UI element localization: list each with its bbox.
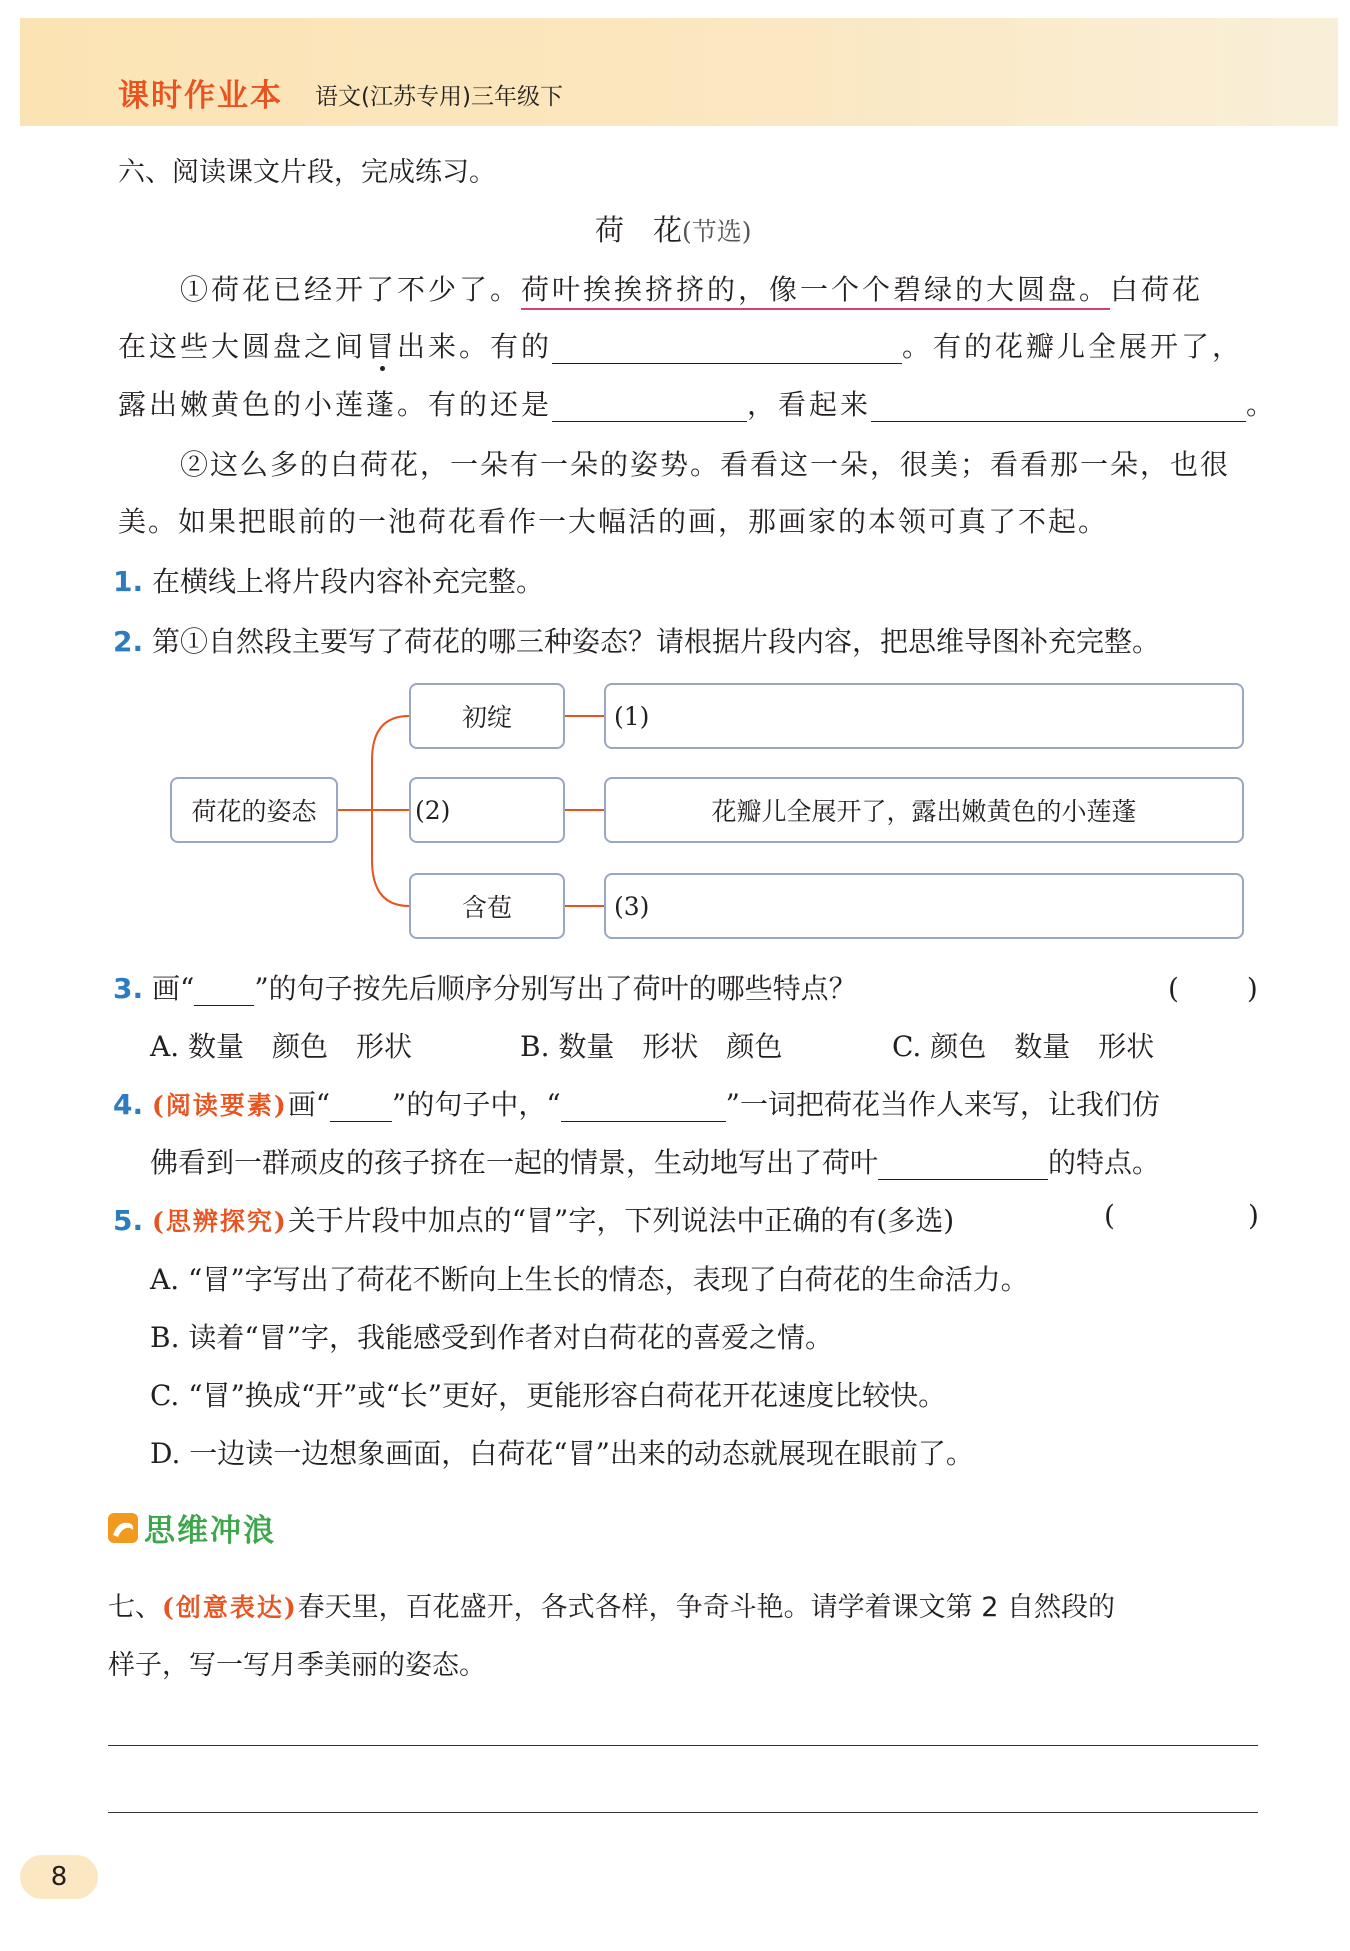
q3-option-b[interactable]: B. 数量 形状 颜色 xyxy=(520,1030,783,1063)
q5-option-a[interactable]: A. “冒”字写出了荷花不断向上生长的情态，表现了白荷花的生命活力。 xyxy=(150,1263,1029,1296)
para1-line3-b: ，看起来 xyxy=(747,388,872,421)
q3-text-a: 画“ xyxy=(152,972,195,1005)
mindmap-branch-1: 初绽 xyxy=(409,683,565,749)
q4-line2-a: 佛看到一群顽皮的孩子挤在一起的情景，生动地写出了荷叶 xyxy=(150,1146,879,1179)
q5-tag: (思辨探究) xyxy=(152,1207,288,1236)
q5-option-b[interactable]: B. 读着“冒”字，我能感受到作者对白荷花的喜爱之情。 xyxy=(150,1321,834,1354)
question-3 xyxy=(113,967,857,1007)
q1-number: 1. xyxy=(113,565,144,598)
q4-blank-feature[interactable] xyxy=(878,1146,1048,1180)
q5-paren-open[interactable]: ( xyxy=(1104,1199,1115,1232)
q3-text-b: ”的句子按先后顺序分别写出了荷叶的哪些特点？ xyxy=(254,972,857,1005)
wave-icon-glyph xyxy=(108,1513,138,1543)
q4-line2-b: 的特点。 xyxy=(1048,1146,1161,1179)
para1-line2-b: 出来。有的 xyxy=(397,330,553,363)
para1-line3-c: 。 xyxy=(1246,388,1278,421)
q4-tag: (阅读要素) xyxy=(152,1091,288,1120)
para1-line1-a: ①荷花已经开了不少了。 xyxy=(180,273,522,306)
q5-option-d[interactable]: D. 一边读一边想象画面，白荷花“冒”出来的动态就展现在眼前了。 xyxy=(150,1437,974,1470)
wave-icon xyxy=(108,1513,138,1543)
section-7-tag: (创意表达) xyxy=(162,1593,298,1622)
q3-number: 3. xyxy=(113,972,144,1005)
section-head xyxy=(108,1505,276,1550)
q3-answer-paren[interactable]: ( ) xyxy=(1168,972,1262,1005)
section-7-text-1: 春天里，百花盛开，各式各样，争奇斗艳。请学着课文第 2 自然段的 xyxy=(297,1592,1116,1623)
q4-text-a: 画“ xyxy=(287,1088,331,1121)
passage-title-note: (节选) xyxy=(682,217,752,246)
para1-line3-a: 露出嫩黄色的小莲蓬。有的还是 xyxy=(118,388,553,421)
q5-text: 关于片段中加点的“冒”字，下列说法中正确的有(多选) xyxy=(287,1204,955,1237)
q2-text: 第①自然段主要写了荷花的哪三种姿态？请根据片段内容，把思维导图补充完整。 xyxy=(152,625,1161,658)
book-subtitle: 语文(江苏专用)三年级下 xyxy=(315,84,563,110)
section-head-title: 思维冲浪 xyxy=(144,1513,276,1549)
section-7-prefix: 七、 xyxy=(108,1592,162,1623)
writing-line-1[interactable] xyxy=(108,1745,1258,1746)
section-7-line2: 样子，写一写月季美丽的姿态。 xyxy=(108,1650,486,1681)
book-title: 课时作业本 xyxy=(118,78,283,114)
question-5 xyxy=(113,1199,954,1239)
q5-option-c[interactable]: C. “冒”换成“开”或“长”更好，更能形容白荷花开花速度比较快。 xyxy=(150,1379,947,1412)
mindmap-root: 荷花的姿态 xyxy=(170,777,338,843)
para1-line1-c: 白荷花 xyxy=(1110,273,1204,306)
q3-option-c[interactable]: C. 颜色 数量 形状 xyxy=(892,1030,1155,1063)
q5-paren-close: ) xyxy=(1248,1199,1259,1232)
q3-underline-sample xyxy=(194,972,254,1006)
dotted-char-text: 冒 xyxy=(366,330,398,363)
section-6-title: 六、阅读课文片段，完成练习。 xyxy=(118,157,496,188)
mindmap-branch-3: 含苞 xyxy=(409,873,565,939)
q2-number: 2. xyxy=(113,625,144,658)
writing-line-2[interactable] xyxy=(108,1812,1258,1813)
page-number: 8 xyxy=(20,1855,98,1899)
q4-line2 xyxy=(150,1141,1160,1181)
q5-number: 5. xyxy=(113,1204,144,1237)
para1-line2-c: 。有的花瓣儿全展开了， xyxy=(902,330,1244,363)
q4-blank-word[interactable] xyxy=(561,1088,726,1122)
para1-line2-a: 在这些大圆盘之间 xyxy=(118,330,367,363)
q4-number: 4. xyxy=(113,1088,144,1121)
q4-underline-sample xyxy=(330,1088,392,1122)
q1-text: 在横线上将片段内容补充完整。 xyxy=(152,565,545,598)
q3-option-a[interactable]: A. 数量 颜色 形状 xyxy=(150,1030,413,1063)
section-7-line1 xyxy=(108,1585,1115,1624)
q4-text-c: ”一词把荷花当作人来写，让我们仿 xyxy=(725,1088,1160,1121)
passage-title-text: 荷 花 xyxy=(595,213,683,247)
mindmap-answer-2[interactable]: (2) xyxy=(409,777,565,843)
mindmap-branch-2-detail: 花瓣儿全展开了，露出嫩黄色的小莲蓬 xyxy=(604,777,1244,843)
para2-line2: 美。如果把眼前的一池荷花看作一大幅活的画，那画家的本领可真了不起。 xyxy=(118,505,1109,538)
q4-text-b: ”的句子中，“ xyxy=(392,1088,561,1121)
mindmap-answer-3[interactable]: (3) xyxy=(604,873,1244,939)
underlined-sentence: 荷叶挨挨挤挤的，像一个个碧绿的大圆盘。 xyxy=(521,273,1110,310)
question-4 xyxy=(113,1083,1160,1123)
para2-line1: ②这么多的白荷花，一朵有一朵的姿势。看看这一朵，很美；看看那一朵，也很 xyxy=(180,448,1231,481)
mindmap-answer-1[interactable]: (1) xyxy=(604,683,1244,749)
